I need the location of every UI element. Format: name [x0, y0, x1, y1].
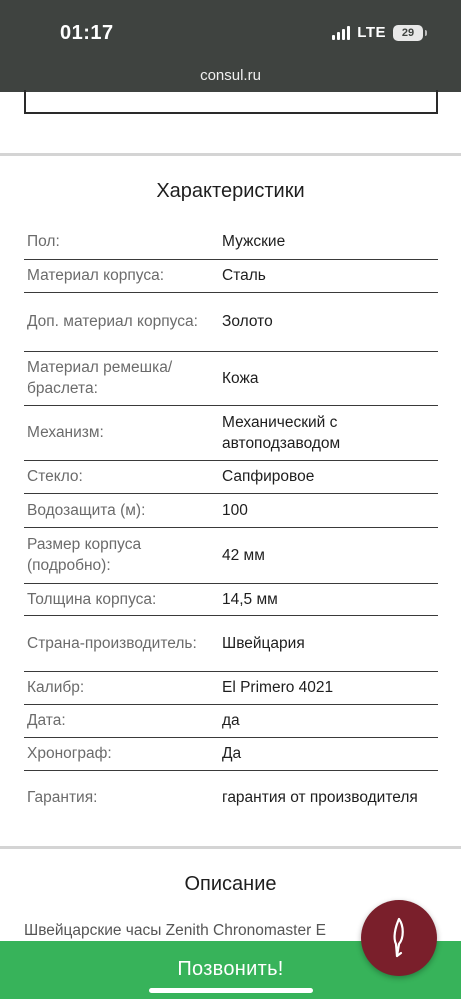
spec-value: Мужские — [220, 224, 438, 259]
network-type: LTE — [357, 24, 386, 41]
table-row — [24, 493, 438, 527]
browser-top-bar — [0, 0, 461, 92]
spec-value: 42 мм — [220, 527, 438, 583]
battery-level: 29 — [401, 26, 415, 39]
floating-action-button[interactable] — [361, 900, 437, 976]
spec-value: Сталь — [220, 259, 438, 292]
spec-value: Швейцария — [220, 615, 438, 671]
section-divider — [0, 153, 461, 156]
spec-value: Сапфировое — [220, 460, 438, 493]
spec-key: Размер корпуса (подробно): — [24, 527, 220, 583]
table-row — [24, 583, 438, 615]
spec-value: гарантия от производителя — [222, 789, 418, 807]
spec-key: Доп. материал корпуса: — [24, 292, 220, 351]
spec-key: Хронограф: — [24, 737, 220, 770]
table-row — [24, 770, 438, 825]
spec-key: Пол: — [24, 224, 220, 259]
table-row — [24, 737, 438, 770]
spec-key: Дата: — [24, 704, 220, 737]
characteristics-title: Характеристики — [156, 180, 305, 202]
home-indicator — [149, 988, 313, 993]
signal-icon — [332, 26, 350, 40]
table-row — [24, 704, 438, 737]
spec-value: 100 — [220, 493, 438, 527]
call-button-label[interactable]: Позвонить! — [177, 958, 284, 980]
table-row — [24, 292, 438, 351]
section-divider — [0, 846, 461, 849]
table-row — [24, 671, 438, 704]
spec-value: El Primero 4021 — [220, 671, 438, 704]
table-row — [24, 405, 438, 460]
table-row — [24, 460, 438, 493]
description-text: Швейцарские часы Zenith Chronomaster E — [24, 922, 326, 939]
previous-content-box — [24, 90, 438, 114]
spec-key: Стекло: — [24, 460, 220, 493]
spec-key: Страна-производитель: — [24, 615, 220, 671]
status-indicators — [332, 24, 423, 41]
table-row — [24, 527, 438, 583]
spec-key: Водозащита (м): — [24, 493, 220, 527]
description-title: Описание — [184, 873, 277, 895]
pen-icon — [384, 916, 414, 960]
table-row — [24, 615, 438, 671]
spec-key: Калибр: — [24, 671, 220, 704]
table-row — [24, 259, 438, 292]
table-row — [24, 351, 438, 405]
specs-table — [24, 224, 438, 825]
spec-key: Материал ремешка/ браслета: — [24, 351, 220, 405]
address-bar-url[interactable]: consul.ru — [200, 67, 261, 84]
spec-value: 14,5 мм — [220, 583, 438, 615]
battery-icon — [393, 25, 423, 41]
status-time: 01:17 — [60, 22, 114, 44]
spec-key: Механизм: — [24, 405, 220, 460]
spec-key: Толщина корпуса: — [24, 583, 220, 615]
spec-value: Механический с автоподзаводом — [220, 405, 438, 460]
spec-value: Да — [220, 737, 438, 770]
spec-value: Золото — [220, 292, 438, 351]
spec-value: Кожа — [220, 351, 438, 405]
spec-key: Гарантия: — [27, 789, 98, 807]
spec-value: да — [220, 704, 438, 737]
spec-key: Материал корпуса: — [24, 259, 220, 292]
table-row — [24, 224, 438, 259]
